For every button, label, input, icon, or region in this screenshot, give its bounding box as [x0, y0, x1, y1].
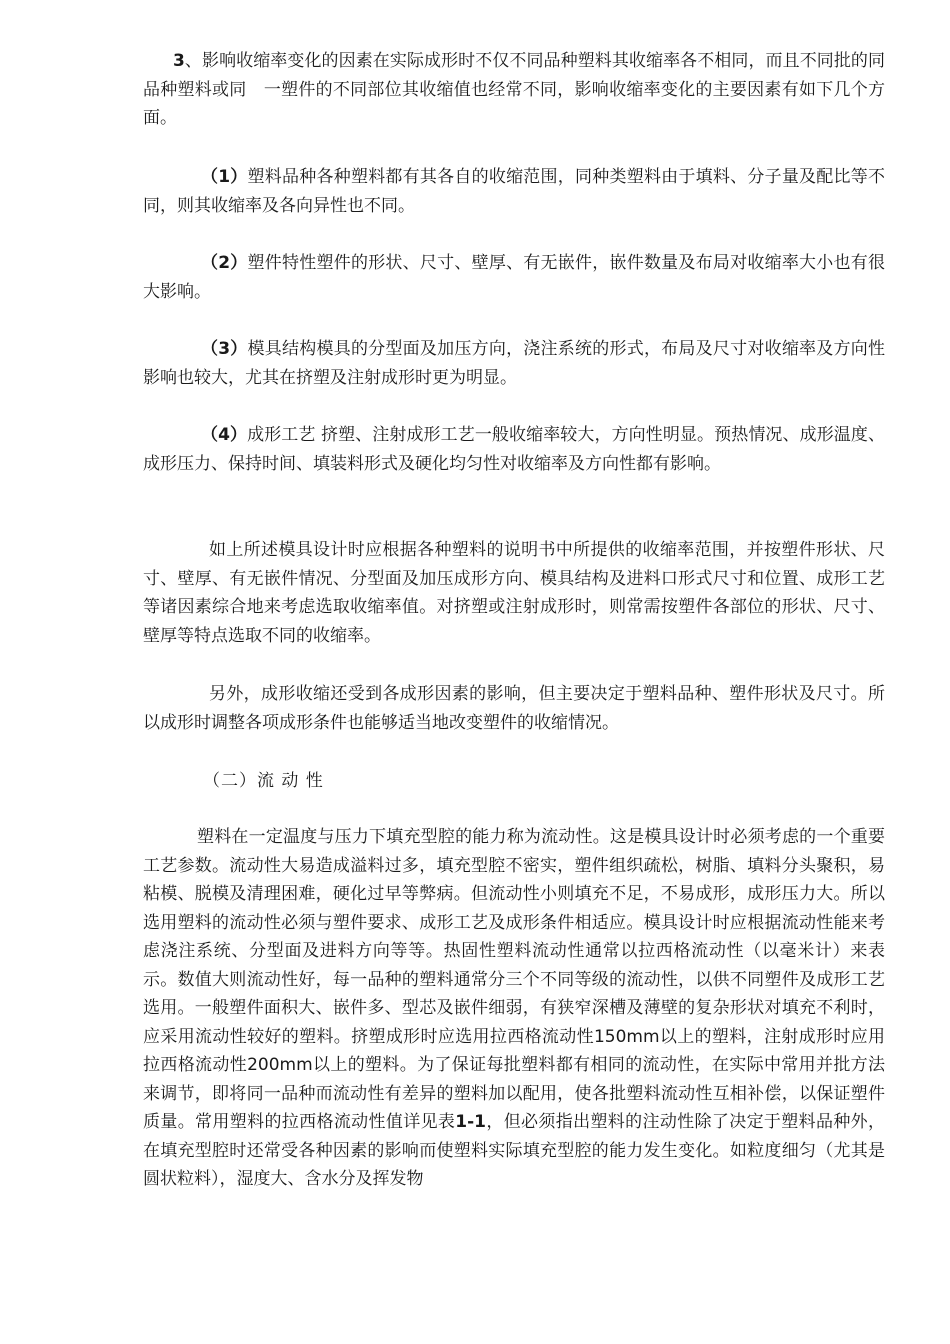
paragraph-text: 以上的塑料。为了保证每批塑料都有相同的流动性，在实际中常用并批方法来调节，即将同一品种而流动性有差异的塑料加以配用，使各批塑料流动性互相补偿，以保证塑件质量。常用塑料的拉西格流动性值详见表: [143, 1055, 886, 1132]
paragraph-text: 、影响收缩率变化的因素在实际成形时不仅不同品种塑料其收缩率各不相同，而且不同批的同品种塑料或同 一塑件的不同部位其收缩值也经常不同，影响收缩率变化的主要因素有如下几个方面。: [143, 51, 885, 128]
paragraph-number: （4）: [201, 425, 248, 445]
paragraph-shrinkage-factors: [143, 47, 885, 133]
flow-value-extrusion: 150mm: [593, 1026, 660, 1047]
paragraph-number: （1）: [201, 167, 248, 187]
paragraph-number: 3: [173, 51, 185, 71]
paragraph-flowability: [143, 823, 885, 1194]
paragraph-text: 如上所述模具设计时应根据各种塑料的说明书中所提供的收缩率范围，并按塑件形状、尺寸、壁厚、有无嵌件情况、分型面及加压成形方向、模具结构及进料口形式尺寸和位置、成形工艺等诸因素综合地来考虑选取收缩率值。对挤塑或注射成形时，则常需按塑件各部位的形状、尺寸、壁厚等特点选取不同的收缩率。: [143, 540, 885, 646]
paragraph-text: 另外，成形收缩还受到各成形因素的影响，但主要决定于塑料品种、塑件形状及尺寸。所以成形时调整各项成形条件也能够适当地改变塑件的收缩情况。: [143, 684, 885, 733]
flow-value-injection: 200mm: [247, 1055, 313, 1075]
paragraph-number: （3）: [201, 339, 248, 359]
section-heading: （二）流 动 性: [203, 771, 324, 791]
table-reference: 1-1: [455, 1112, 486, 1132]
paragraph-additional: [143, 680, 885, 737]
paragraph-text: 塑料品种各种塑料都有其各自的收缩范围，同种类塑料由于填料、分子量及配比等不同，则其收缩率及各向异性也不同。: [143, 167, 885, 216]
paragraph-text: 成形工艺 挤塑、注射成形工艺一般收缩率较大，方向性明显。预热情况、成形温度、成形压力、保持时间、填装料形式及硬化均匀性对收缩率及方向性都有影响。: [143, 425, 885, 474]
paragraph-text: 塑料在一定温度与压力下填充型腔的能力称为流动性。这是模具设计时必须考虑的一个重要工艺参数。流动性大易造成溢料过多，填充型腔不密实，塑件组织疏松，树脂、填料分头聚积，易粘模、脱模及清理困难，硬化过早等弊病。但流动性小则填充不足，不易成形，成形压力大。所以选用塑料的流动性必须与塑件要求、成形工艺及成形条件相适应。模具设计时应根据流动性能来考虑浇注系统、分型面及进料方向等等。热固性塑料流动性通常以拉西格流动性（以毫米计）来表示。数值大则流动性好，每一品种的塑料通常分三个不同等级的流动性，以供不同塑件及成形工艺选用。一般塑件面积大、嵌件多、型芯及嵌件细弱，有狭窄深槽及薄壁的复杂形状对填充不利时，应采用流动性较好的塑料。挤塑成形时应选用拉西格流动性: [143, 827, 885, 1047]
paragraph-plastic-type: [143, 163, 885, 220]
paragraph-process: [143, 421, 885, 478]
paragraph-text: 塑件特性塑件的形状、尺寸、壁厚、有无嵌件，嵌件数量及布局对收缩率大小也有很大影响。: [143, 253, 885, 302]
paragraph-summary: [143, 536, 885, 650]
paragraph-text: 模具结构模具的分型面及加压方向，浇注系统的形式，布局及尺寸对收缩率及方向性影响也较大，尤其在挤塑及注射成形时更为明显。: [143, 339, 885, 388]
paragraph-mold-structure: [143, 335, 885, 392]
paragraph-number: （2）: [201, 253, 248, 273]
paragraph-text: 以上的塑料，注射成形时应用拉西格流动性: [143, 1026, 886, 1075]
paragraph-part-features: [143, 249, 885, 306]
paragraph-text: ，但必须指出塑料的注动性除了决定于塑料品种外，在填充型腔时还常受各种因素的影响而使塑料实际填充型腔的能力发生变化。如粒度细匀（尤其是圆状粒料），湿度大、含水分及挥发物: [143, 1112, 886, 1189]
